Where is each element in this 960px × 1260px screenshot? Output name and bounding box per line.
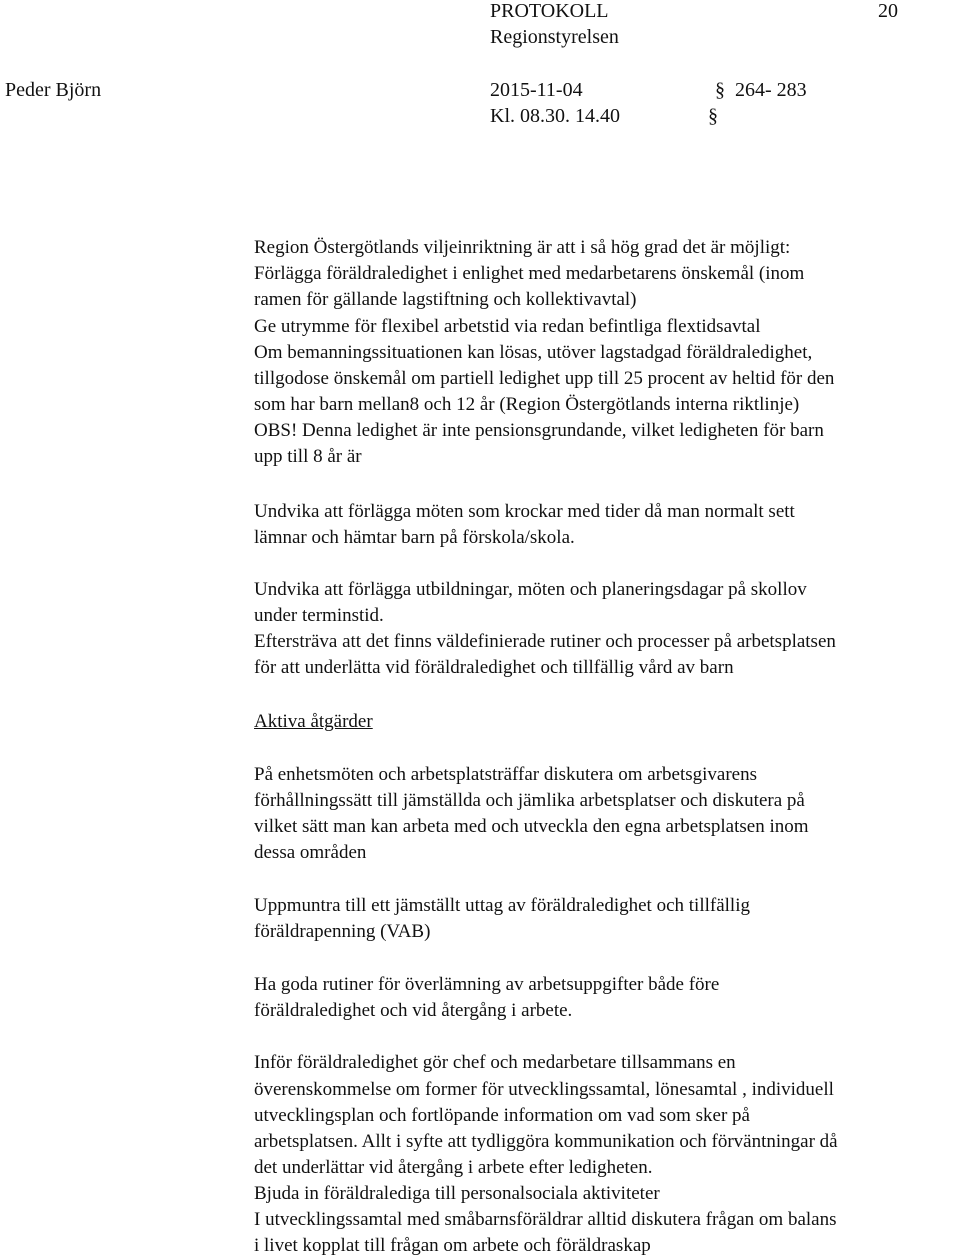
text-line: ramen för gällande lagstiftning och kollektivavtal) <box>254 289 637 310</box>
text-line: Inför föräldraledighet gör chef och medarbetare tillsammans en <box>254 1052 736 1073</box>
text-line: vilket sätt man kan arbeta med och utveckla den egna arbetsplatsen inom <box>254 816 809 837</box>
text-line: lämnar och hämtar barn på förskola/skola. <box>254 527 575 548</box>
text-line: Om bemanningssituationen kan lösas, utöver lagstadgad föräldraledighet, <box>254 342 813 363</box>
text-line: som har barn mellan8 och 12 år (Region Östergötlands interna riktlinje) <box>254 394 800 415</box>
text-line: Ha goda rutiner för överlämning av arbetsuppgifter både före <box>254 974 720 995</box>
page-number: 20 <box>878 0 898 22</box>
text-line: upp till 8 år är <box>254 446 362 467</box>
text-line: Förlägga föräldraledighet i enlighet med medarbetarens önskemål (inom <box>254 263 805 284</box>
meeting-time: Kl. 08.30. 14.40 <box>490 105 620 127</box>
text-line: Ge utrymme för flexibel arbetstid via redan befintliga flextidsavtal <box>254 316 761 337</box>
text-line: OBS! Denna ledighet är inte pensionsgrundande, vilket ledigheten för barn <box>254 420 824 441</box>
text-line: det underlättar vid återgång i arbete efter ledigheten. <box>254 1157 653 1178</box>
text-line: I utvecklingssamtal med småbarnsföräldrar alltid diskutera frågan om balans <box>254 1209 837 1230</box>
text-line: Undvika att förlägga utbildningar, möten och planeringsdagar på skollov <box>254 579 807 600</box>
section-sign: § <box>708 105 718 127</box>
text-line: dessa områden <box>254 842 367 863</box>
text-line: Eftersträva att det finns väldefinierade rutiner och processer på arbetsplatsen <box>254 631 836 652</box>
text-line: föräldraledighet och vid återgång i arbete. <box>254 1000 573 1021</box>
text-line: arbetsplatsen. Allt i syfte att tydliggöra kommunikation och förväntningar då <box>254 1131 838 1152</box>
text-line: På enhetsmöten och arbetsplatsträffar diskutera om arbetsgivarens <box>254 764 757 785</box>
section-heading: Aktiva åtgärder <box>254 711 373 732</box>
section-sign: § <box>715 79 725 101</box>
document-type: PROTOKOLL <box>490 0 609 22</box>
text-line: under terminstid. <box>254 605 384 626</box>
author-name: Peder Björn <box>5 79 102 101</box>
text-line: Region Östergötlands viljeinriktning är att i så hög grad det är möjligt: <box>254 237 791 258</box>
text-line: Bjuda in föräldralediga till personalsociala aktiviteter <box>254 1183 660 1204</box>
meeting-date: 2015-11-04 <box>490 79 583 101</box>
text-line: föräldrapenning (VAB) <box>254 921 431 942</box>
section-range: 264- 283 <box>735 79 807 101</box>
text-line: för att underlätta vid föräldraledighet och tillfällig vård av barn <box>254 657 734 678</box>
text-line: Undvika att förlägga möten som krockar med tider då man normalt sett <box>254 501 795 522</box>
text-line: utvecklingsplan och fortlöpande information om vad som sker på <box>254 1105 750 1126</box>
text-line: Uppmuntra till ett jämställt uttag av föräldraledighet och tillfällig <box>254 895 750 916</box>
text-line: i livet kopplat till frågan om arbete och föräldraskap <box>254 1235 651 1256</box>
issuing-body: Regionstyrelsen <box>490 26 619 48</box>
text-line: tillgodose önskemål om partiell ledighet upp till 25 procent av heltid för den <box>254 368 835 389</box>
text-line: överenskommelse om former för utvecklingssamtal, lönesamtal , individuell <box>254 1079 834 1100</box>
text-line: förhållningssätt till jämställda och jämlika arbetsplatser och diskutera på <box>254 790 805 811</box>
